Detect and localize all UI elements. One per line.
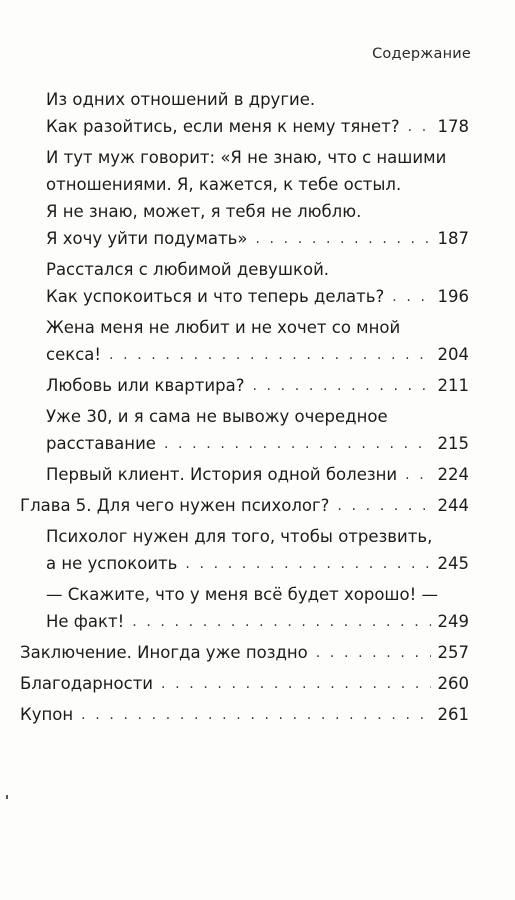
toc-section-entry bbox=[0, 403, 515, 457]
toc-entry-line bbox=[46, 430, 469, 457]
toc-entry-line bbox=[46, 225, 469, 252]
toc-section-entry bbox=[0, 144, 515, 252]
toc-entry-title-line: секса! bbox=[46, 345, 101, 364]
toc-entry-title-line: Как разойтись, если меня к нему тянет? bbox=[46, 117, 400, 136]
toc-page-number: 224 bbox=[437, 465, 469, 484]
toc-page-number: 257 bbox=[437, 643, 469, 662]
toc-page-number: 260 bbox=[437, 674, 469, 693]
toc-entry-line bbox=[46, 403, 469, 430]
toc-page-number: 245 bbox=[437, 554, 469, 573]
dot-leader bbox=[392, 284, 431, 311]
toc-entry-title-line: Я хочу уйти подумать» bbox=[46, 229, 248, 248]
toc-entry-title-line: Глава 5. Для чего нужен психолог? bbox=[20, 496, 330, 515]
toc-entry-line bbox=[46, 581, 469, 608]
toc-entry-title-line: Уже 30, и я сама не вывожу очередное bbox=[46, 407, 388, 426]
toc-section-entry bbox=[0, 256, 515, 310]
toc-entry-title-line: Расстался с любимой девушкой. bbox=[46, 260, 330, 279]
toc-entry-line bbox=[46, 86, 469, 113]
toc-entry-line bbox=[46, 608, 469, 635]
dot-leader bbox=[405, 462, 431, 489]
toc-entry-title-line: Любовь или квартира? bbox=[46, 376, 245, 395]
dot-leader bbox=[316, 640, 431, 667]
toc-chapter-entry bbox=[0, 492, 515, 519]
toc-entry-line bbox=[46, 314, 469, 341]
toc-page-number: 178 bbox=[437, 117, 469, 136]
toc-entry-title-line: — Скажите, что у меня всё будет хорошо! — bbox=[46, 585, 438, 604]
toc-section-entry bbox=[0, 314, 515, 368]
dot-leader bbox=[408, 114, 431, 141]
scan-speck bbox=[6, 795, 8, 799]
toc-entry-title-line: а не успокоить bbox=[46, 554, 178, 573]
toc-section-entry bbox=[0, 581, 515, 635]
toc-page-number: 196 bbox=[437, 287, 469, 306]
dot-leader bbox=[81, 702, 431, 729]
toc-entry-title-line: Я не знаю, может, я тебя не люблю. bbox=[46, 202, 362, 221]
toc-chapter-entry bbox=[0, 701, 515, 728]
toc-entry-line bbox=[20, 639, 469, 666]
toc-entry-title-line: расставание bbox=[46, 434, 156, 453]
dot-leader bbox=[109, 342, 431, 369]
toc-entry-line bbox=[46, 171, 469, 198]
toc-entry-line bbox=[46, 372, 469, 399]
toc-entry-line bbox=[46, 283, 469, 310]
toc-section-entry bbox=[0, 372, 515, 399]
toc-page-number: 244 bbox=[437, 496, 469, 515]
toc-entry-title-line: Из одних отношений в другие. bbox=[46, 90, 316, 109]
toc-entry-line bbox=[46, 144, 469, 171]
toc-section-entry bbox=[0, 523, 515, 577]
dot-leader bbox=[252, 373, 431, 400]
dot-leader bbox=[161, 671, 431, 698]
toc-section-entry bbox=[0, 461, 515, 488]
dot-leader bbox=[255, 226, 431, 253]
toc-chapter-entry bbox=[0, 670, 515, 697]
running-head: Содержание bbox=[372, 46, 471, 62]
toc-entry-title-line: Первый клиент. История одной болезни bbox=[46, 465, 398, 484]
toc-entry-line bbox=[46, 198, 469, 225]
toc-entry-line bbox=[20, 670, 469, 697]
toc-entry-title-line: Психолог нужен для того, чтобы отрезвить, bbox=[46, 527, 433, 546]
toc-page-number: 249 bbox=[437, 612, 469, 631]
dot-leader bbox=[164, 431, 431, 458]
toc-chapter-entry bbox=[0, 639, 515, 666]
toc-entry-title-line: Заключение. Иногда уже поздно bbox=[20, 643, 308, 662]
toc-entry-title-line: Купон bbox=[20, 705, 74, 724]
toc-entry-line bbox=[46, 461, 469, 488]
toc-entry-title-line: Как успокоиться и что теперь делать? bbox=[46, 287, 385, 306]
toc-entry-line bbox=[20, 492, 469, 519]
toc-page-number: 187 bbox=[437, 229, 469, 248]
toc-page-number: 215 bbox=[437, 434, 469, 453]
toc-entry-line bbox=[46, 550, 469, 577]
toc-page-number: 261 bbox=[437, 705, 469, 724]
toc-entry-title-line: И тут муж говорит: «Я не знаю, что с нашими bbox=[46, 148, 447, 167]
toc-entry-line bbox=[46, 341, 469, 368]
dot-leader bbox=[132, 609, 431, 636]
toc-page-number: 211 bbox=[437, 376, 469, 395]
dot-leader bbox=[185, 551, 431, 578]
toc-entry-line bbox=[20, 701, 469, 728]
toc-entry-title-line: Жена меня не любит и не хочет со мной bbox=[46, 318, 401, 337]
toc-page-number: 204 bbox=[437, 345, 469, 364]
table-of-contents bbox=[0, 86, 515, 732]
toc-entry-line bbox=[46, 523, 469, 550]
toc-section-entry bbox=[0, 86, 515, 140]
toc-entry-line bbox=[46, 256, 469, 283]
toc-entry-title-line: Не факт! bbox=[46, 612, 125, 631]
dot-leader bbox=[337, 493, 431, 520]
toc-entry-title-line: отношениями. Я, кажется, к тебе остыл. bbox=[46, 175, 402, 194]
toc-entry-line bbox=[46, 113, 469, 140]
toc-entry-title-line: Благодарности bbox=[20, 674, 154, 693]
